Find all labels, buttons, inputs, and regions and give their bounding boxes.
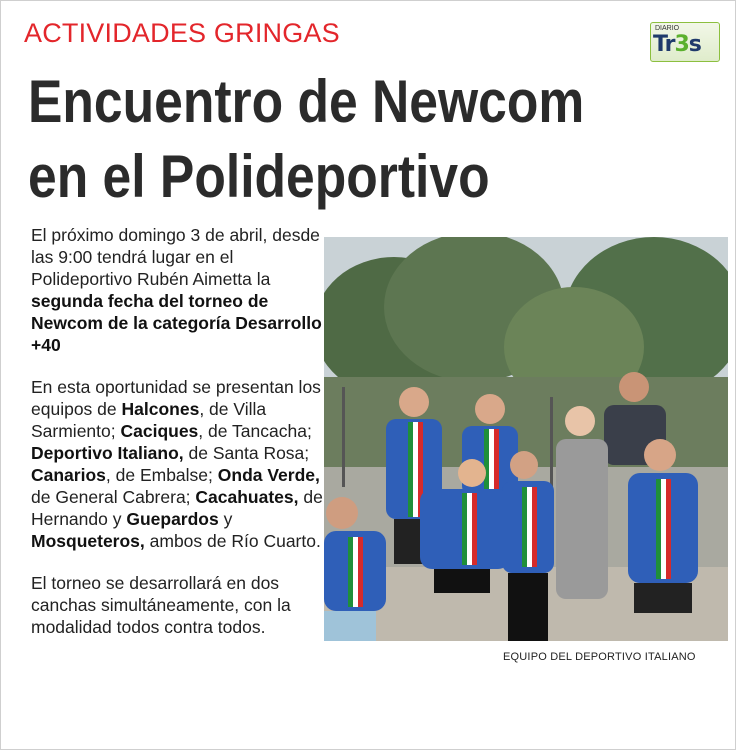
bold-text: Caciques [120, 421, 199, 441]
diario-tres-logo [650, 22, 720, 62]
text-segment: y [218, 509, 233, 529]
bold-text: Onda Verde, [217, 465, 320, 485]
bold-text: Guepardos [126, 509, 219, 529]
headline-line-1: Encuentro de Newcom [28, 68, 585, 135]
text-segment: de Santa Rosa; [183, 443, 310, 463]
logo-name [653, 32, 701, 57]
article-body [31, 224, 323, 658]
headline-line-2: en el Polideportivo [28, 143, 490, 210]
bold-text: segunda fecha del torneo de Newcom de la categoría Desarrollo +40 [31, 291, 322, 355]
article-headline [28, 64, 621, 214]
section-label: ACTIVIDADES GRINGAS [24, 18, 340, 48]
text-segment: El próximo domingo 3 de abril, desde las 9:00 tendrá lugar en el Polideportivo Rubén Aimetta la [31, 225, 320, 289]
text-segment: , de Tancacha; [198, 421, 312, 441]
bold-text: Deportivo Italiano, [31, 443, 184, 463]
body-paragraph [31, 376, 323, 552]
logo-small-text: DIARIO [655, 25, 680, 32]
logo-name-left: Tr [653, 32, 675, 57]
logo-name-right: s [688, 32, 701, 57]
body-paragraph [31, 224, 323, 356]
text-segment: , de Embalse; [105, 465, 218, 485]
text-segment: de General Cabrera; [31, 487, 196, 507]
team-photo-illustration [324, 237, 728, 641]
text-segment: El torneo se desarrollará en dos canchas simultáneamente, con la modalidad todos contra todos. [31, 573, 291, 637]
bold-text: Mosqueteros, [31, 531, 145, 551]
photo-caption: EQUIPO DEL DEPORTIVO ITALIANO [503, 651, 696, 663]
team-photo [324, 237, 728, 641]
logo-name-mid: 3 [674, 32, 689, 57]
text-segment: de Hernando y [31, 487, 323, 529]
bold-text: Halcones [121, 399, 200, 419]
text-segment: En esta oportunidad se presentan los equipos de [31, 377, 321, 419]
body-paragraph [31, 572, 323, 638]
text-segment: , de Villa Sarmiento; [31, 399, 267, 441]
bold-text: Cacahuates, [195, 487, 299, 507]
text-segment: ambos de Río Cuarto. [144, 531, 321, 551]
bold-text: Canarios [31, 465, 106, 485]
